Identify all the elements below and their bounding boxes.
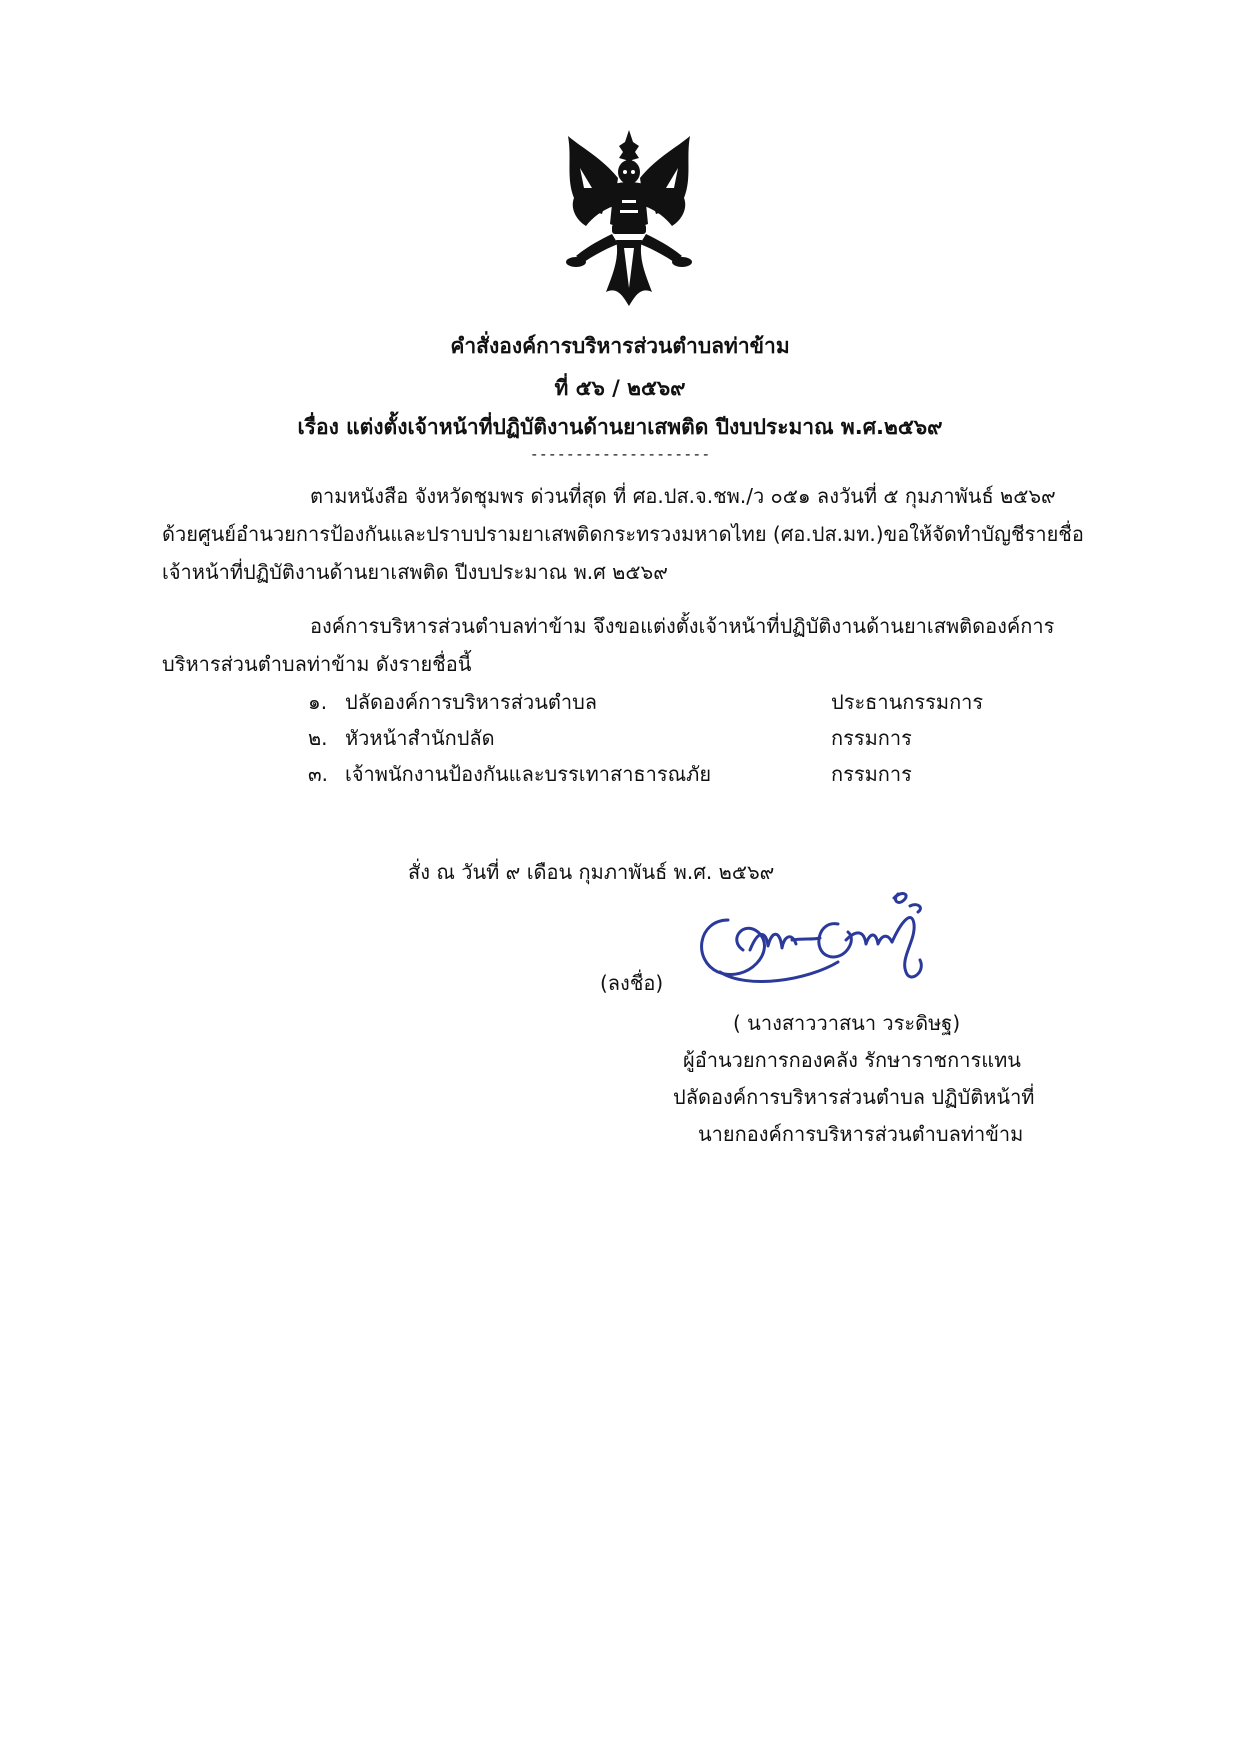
order-subject: เรื่อง แต่งตั้งเจ้าหน้าที่ปฏิบัติงานด้านยาเสพติด ปีงบประมาณ พ.ศ.๒๕๖๙ [297,415,943,439]
list-item-role: ประธานกรรมการ [831,690,984,714]
paragraph-2-line-2: บริหารส่วนตำบลท่าข้าม ดังรายชื่อนี้ [162,652,472,676]
list-item-number: ๑. [308,690,328,714]
order-date: สั่ง ณ วันที่ ๙ เดือน กุมภาพันธ์ พ.ศ. ๒๕๖๙ [408,860,775,884]
list-item-position: หัวหน้าสำนักปลัด [345,726,495,750]
order-number: ที่ ๕๖ / ๒๕๖๙ [554,376,686,400]
paragraph-1-line-3: เจ้าหน้าที่ปฏิบัติงานด้านยาเสพติด ปีงบประมาณ พ.ศ ๒๕๖๙ [162,560,668,584]
list-item-number: ๓. [308,762,329,786]
garuda-emblem [562,128,697,306]
list-item-number: ๒. [308,726,328,750]
list-item-role: กรรมการ [831,726,912,750]
signer-name: ( นางสาววาสนา วระดิษฐ) [733,1011,961,1035]
paragraph-1-line-2: ด้วยศูนย์อำนวยการป้องกันและปราบปรามยาเสพติดกระทรวงมหาดไทย (ศอ.ปส.มท.)ขอให้จัดทำบัญชีรายชื่อ [162,522,1084,546]
signer-title-line-2: ปลัดองค์การบริหารส่วนตำบล ปฏิบัติหน้าที่ [673,1085,1035,1109]
paragraph-1-line-1: ตามหนังสือ จังหวัดชุมพร ด่วนที่สุด ที่ ศอ.ปส.จ.ชพ./ว ๐๕๑ ลงวันที่ ๕ กุมภาพันธ์ ๒๕๖๙ [310,484,1056,508]
signer-title-line-1: ผู้อำนวยการกองคลัง รักษาราชการแทน [683,1048,1021,1072]
signer-title-line-3: นายกองค์การบริหารส่วนตำบลท่าข้าม [698,1122,1024,1146]
header-divider: -------------------- [529,445,711,463]
signature-mark [688,880,958,1000]
list-item-position: เจ้าพนักงานป้องกันและบรรเทาสาธารณภัย [345,762,712,786]
order-title: คำสั่งองค์การบริหารส่วนตำบลท่าข้าม [450,334,790,358]
paragraph-2-line-1: องค์การบริหารส่วนตำบลท่าข้าม จึงขอแต่งตั้งเจ้าหน้าที่ปฏิบัติงานด้านยาเสพติดองค์การ [310,614,1055,638]
signature-label: (ลงชื่อ) [600,971,664,995]
list-item-role: กรรมการ [831,762,912,786]
list-item-position: ปลัดองค์การบริหารส่วนตำบล [345,690,598,714]
